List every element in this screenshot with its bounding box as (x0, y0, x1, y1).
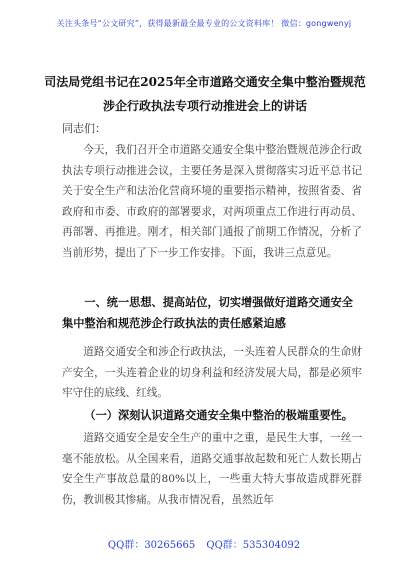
qq-group-2[interactable]: QQ群：535304092 (206, 540, 301, 551)
section-1-heading: 一、统一思想、提高站位，切实增强做好道路交通安全集中整治和规范涉企行政执法的责任感紧迫感 (62, 295, 353, 330)
intro-paragraph: 今天，我们召开全市道路交通安全集中整治暨规范涉企行政执法专项行动推进会议，主要任务是深入贯彻落实习近平总书记关于安全生产和法治化营商环境的重要指示精神，按照省委、省政府和市委、市政府的部署要求，对两项重点工作进行再动员、再部署、再推进。刚才，相关部门通报了前期工作情况，分析了当前形势，提出了下一步工作安排。下面，我讲三点意见。 (62, 144, 362, 259)
top-banner[interactable]: 关注头条号“公文研究”，获得最新最全最专业的公文资料库！ 微信：gongwenyj (56, 19, 352, 28)
footer-contact (0, 536, 408, 551)
subsection-1-paragraph: 道路交通安全是安全生产的重中之重，是民生大事，一丝一毫不能放松。从全国来看，道路交通事故起数和死亡人数长期占安全生产事故总量的80%以上，一些重大特大事故造成群死群伤，教训极其惨痛。从我市情况看，虽然近年 (62, 432, 362, 506)
section-1-paragraph: 道路交通安全和涉企行政执法，一头连着人民群众的生命财产安全，一头连着企业的切身利益和经济发展大局，都是必须牢牢守住的底线、红线。 (62, 346, 362, 400)
qq-group-1[interactable]: QQ群：30265665 (107, 540, 196, 551)
greeting: 同志们： (62, 122, 106, 135)
document-title: 司法局党组书记在2025年全市道路交通安全集中整治暨规范涉企行政执法专项行动推进会上的讲话 (44, 75, 366, 113)
subsection-1-heading: （一）深刻认识道路交通安全集中整治的极端重要性。 (84, 408, 353, 422)
